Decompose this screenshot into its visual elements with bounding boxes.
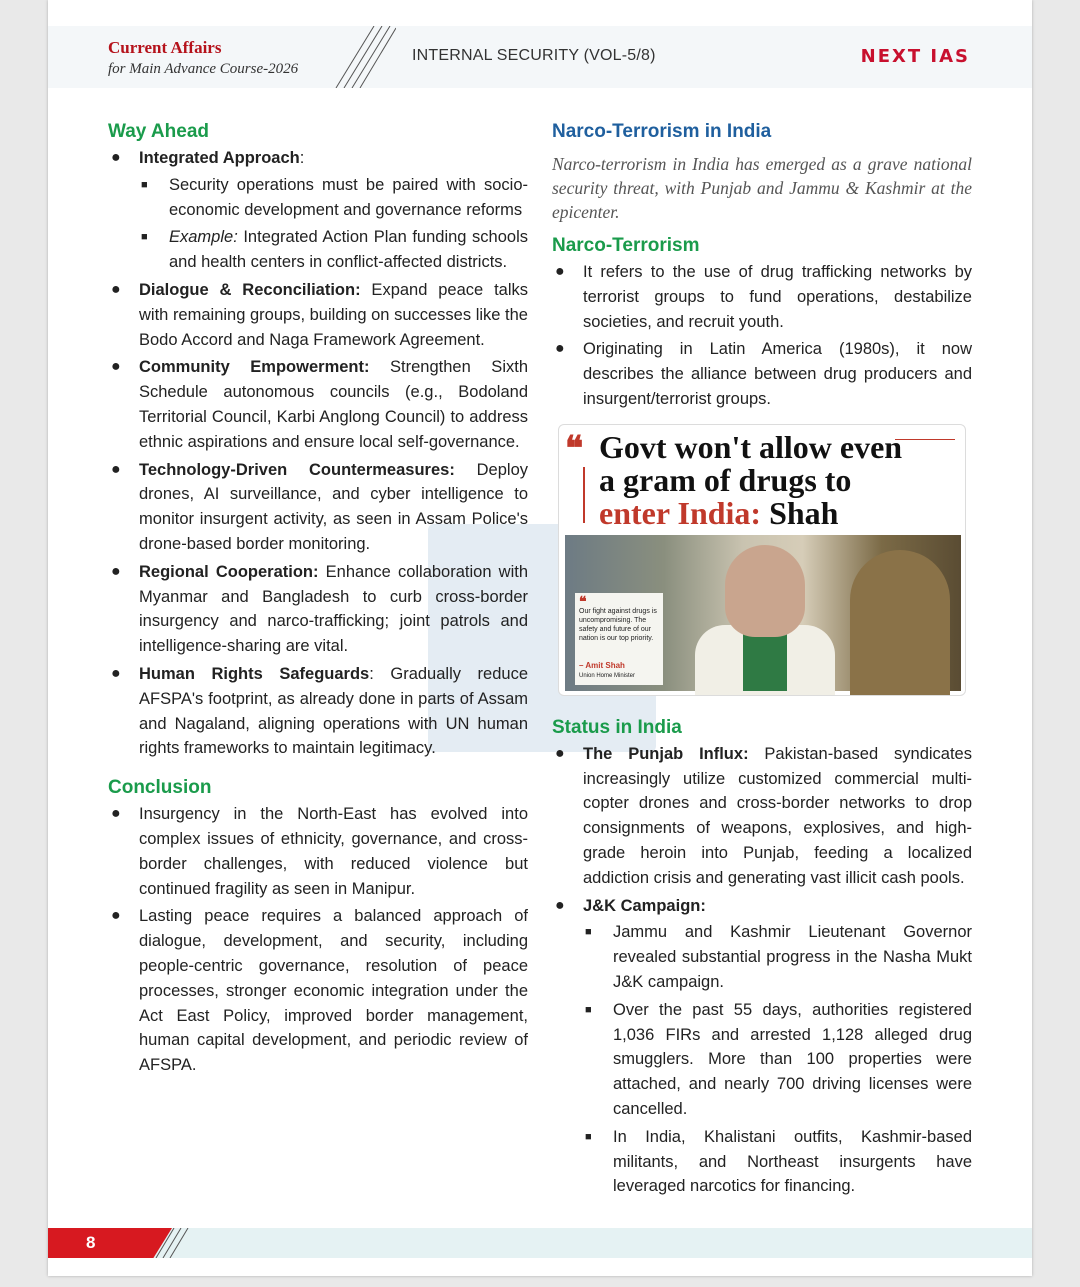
bullet-icon: ● bbox=[555, 263, 565, 280]
status-list bbox=[552, 742, 972, 1199]
sub-item-text: Jammu and Kashmir Lieutenant Governor revealed substantial progress in the Nasha Mukt J&K campaign. bbox=[613, 923, 972, 991]
bullet-icon: ● bbox=[111, 280, 121, 298]
sub-list bbox=[139, 173, 528, 275]
headline-line: Govt won't allow even bbox=[599, 428, 903, 465]
conclusion-heading: Conclusion bbox=[108, 777, 212, 799]
sub-item-text: Security operations must be paired with socio-economic development and governance reforms bbox=[169, 175, 528, 219]
way-ahead-heading: Way Ahead bbox=[108, 121, 210, 142]
quote-card bbox=[575, 593, 663, 685]
person-figure-head bbox=[725, 545, 805, 637]
next-ias-logo: NEXT IAS bbox=[860, 46, 970, 67]
headline-line: a gram of drugs to bbox=[599, 461, 852, 498]
sub-list-item bbox=[139, 173, 528, 223]
bullet-icon: ● bbox=[111, 460, 121, 478]
list-item bbox=[552, 742, 972, 891]
bullet-icon: ● bbox=[555, 744, 565, 762]
narco-terrorism-title: Narco-Terrorism in India bbox=[552, 121, 772, 142]
list-item bbox=[108, 146, 528, 275]
footer-band bbox=[48, 1228, 1032, 1258]
right-column bbox=[552, 118, 972, 1202]
way-ahead-list bbox=[108, 146, 528, 761]
sub-item-text: In India, Khalistani outfits, Kashmir-based militants, and Northeast insurgents have leveraged narcotics for financing. bbox=[613, 1127, 972, 1196]
sub-list-item bbox=[583, 1125, 972, 1199]
quote-author: – Amit Shah bbox=[579, 660, 625, 670]
sub-list-item bbox=[139, 225, 528, 275]
sub-item-text: Integrated Action Plan funding schools and health centers in conflict-affected districts. bbox=[169, 228, 528, 272]
list-item bbox=[552, 337, 972, 411]
sub-item-text: Over the past 55 days, authorities registered 1,036 FIRs and arrested 1,128 alleged drug smugglers. More than 100 properties were attached, and nearly 700 driving licenses were cancelled. bbox=[613, 1000, 972, 1118]
conclusion-list bbox=[108, 802, 528, 1078]
list-item bbox=[552, 894, 972, 1200]
list-item bbox=[108, 802, 528, 901]
page-number: 8 bbox=[86, 1233, 96, 1252]
list-item bbox=[108, 355, 528, 454]
bullet-icon: ● bbox=[555, 340, 565, 358]
intro-paragraph: Narco-terrorism in India has emerged as a grave national security threat, with Punjab and Jammu & Kashmir at the epicenter. bbox=[552, 154, 972, 222]
list-item bbox=[108, 662, 528, 761]
quote-mark-icon: ❝ bbox=[579, 592, 587, 609]
news-clipping-image bbox=[558, 424, 966, 696]
narco-list bbox=[552, 260, 972, 412]
list-item bbox=[108, 560, 528, 659]
item-text: Lasting peace requires a balanced approach of dialogue, development, and security, including people-centric governance, resolution of peace processes, stronger economic integration under the Act East Policy, improved border management, human capital development, and periodic review of AFSPA. bbox=[139, 907, 528, 1075]
person-figure-scarf bbox=[743, 631, 787, 691]
list-item bbox=[108, 278, 528, 352]
saluting-officer-figure bbox=[850, 550, 950, 696]
item-label: Community Empowerment: bbox=[139, 358, 370, 377]
header-slash-decoration bbox=[326, 26, 396, 88]
news-headline bbox=[599, 428, 939, 531]
quote-mark-icon: ❝ bbox=[565, 430, 584, 468]
headline-red-text: enter India: bbox=[599, 494, 762, 531]
sub-list bbox=[583, 920, 972, 1199]
narco-terrorism-heading: Narco-Terrorism bbox=[552, 235, 700, 256]
bullet-icon: ● bbox=[111, 358, 121, 376]
item-label: The Punjab Influx: bbox=[583, 744, 749, 763]
bullet-icon: ● bbox=[111, 664, 121, 682]
document-page bbox=[48, 0, 1032, 1276]
item-label: Technology-Driven Countermeasures: bbox=[139, 460, 455, 479]
item-text: Insurgency in the North-East has evolved into complex issues of ethnicity, governance, and cross-border challenges, with reduced violence but continued fragility as seen in Manipur. bbox=[139, 805, 528, 898]
sub-list-item bbox=[583, 998, 972, 1122]
item-text: Expand peace talks with remaining groups, building on successes like the Bodo Accord and Naga Framework Agreement. bbox=[139, 280, 528, 349]
brand-line2: for Main Advance Course-2026 bbox=[108, 61, 299, 77]
headline-line bbox=[599, 494, 939, 531]
list-item bbox=[108, 458, 528, 557]
divider bbox=[583, 467, 585, 523]
item-text: Enhance collaboration with Myanmar and Bangladesh to curb cross-border insurgency and narco-trafficking; joint patrols and intelligence-sharing are vital. bbox=[139, 562, 529, 656]
square-bullet-icon: ■ bbox=[141, 231, 148, 244]
item-label: Dialogue & Reconciliation: bbox=[139, 280, 361, 299]
volume-title: INTERNAL SECURITY (VOL-5/8) bbox=[412, 47, 656, 64]
item-text: Strengthen Sixth Schedule autonomous councils (e.g., Bodoland Territorial Council, Karbi Anglong Council) to address ethnic aspirations and ensure local self-governance. bbox=[139, 358, 528, 451]
bullet-icon: ● bbox=[111, 805, 121, 823]
bullet-icon: ● bbox=[111, 149, 121, 166]
news-photo bbox=[565, 535, 961, 691]
sub-list-item bbox=[583, 920, 972, 994]
footer-slash-decoration bbox=[154, 1228, 194, 1258]
square-bullet-icon: ■ bbox=[141, 178, 148, 191]
square-bullet-icon: ■ bbox=[585, 926, 592, 939]
item-text: Deploy drones, AI surveillance, and cyber intelligence to monitor insurgent activity, as seen in Assam Police's drone-based border monitoring. bbox=[139, 460, 528, 553]
item-label: J&K Campaign: bbox=[583, 896, 706, 915]
bullet-icon: ● bbox=[111, 907, 121, 925]
square-bullet-icon: ■ bbox=[585, 1130, 592, 1143]
item-text: Originating in Latin America (1980s), it now describes the alliance between drug producers and insurgent/terrorist groups. bbox=[583, 340, 972, 408]
left-column bbox=[108, 118, 528, 1081]
list-item bbox=[552, 260, 972, 334]
quote-text: Our fight against drugs is uncompromising. The safety and future of our nation is our top priority. bbox=[579, 607, 657, 642]
item-text: It refers to the use of drug trafficking networks by terrorist groups to fund operations, destabilize societies, and recruit youth. bbox=[583, 263, 972, 331]
bullet-icon: ● bbox=[111, 562, 121, 580]
item-label: Human Rights Safeguards bbox=[139, 664, 370, 683]
quote-role: Union Home Minister bbox=[579, 672, 636, 679]
list-item bbox=[108, 904, 528, 1078]
status-heading: Status in India bbox=[552, 716, 682, 738]
item-suffix: : bbox=[299, 149, 305, 167]
example-label: Example: bbox=[169, 228, 238, 247]
bullet-icon: ● bbox=[555, 896, 565, 914]
square-bullet-icon: ■ bbox=[585, 1003, 592, 1016]
item-text: : Gradually reduce AFSPA's footprint, as already done in parts of Assam and Nagaland, aligning operations with UN human rights frameworks to maintain legitimacy. bbox=[139, 664, 528, 758]
item-label: Regional Cooperation: bbox=[139, 562, 319, 581]
brand bbox=[108, 38, 298, 80]
item-label: Integrated Approach bbox=[139, 149, 300, 167]
item-text: Pakistan-based syndicates increasingly utilize customized commercial multi-copter drones and cross-border networks to drop consignments of weapons, explosives, and high-grade heroin into Punjab, feeding a localized addiction crisis and generating vast illicit cash pools. bbox=[583, 744, 972, 887]
headline-end-text: Shah bbox=[761, 494, 839, 531]
brand-line1: Current Affairs bbox=[108, 38, 222, 57]
